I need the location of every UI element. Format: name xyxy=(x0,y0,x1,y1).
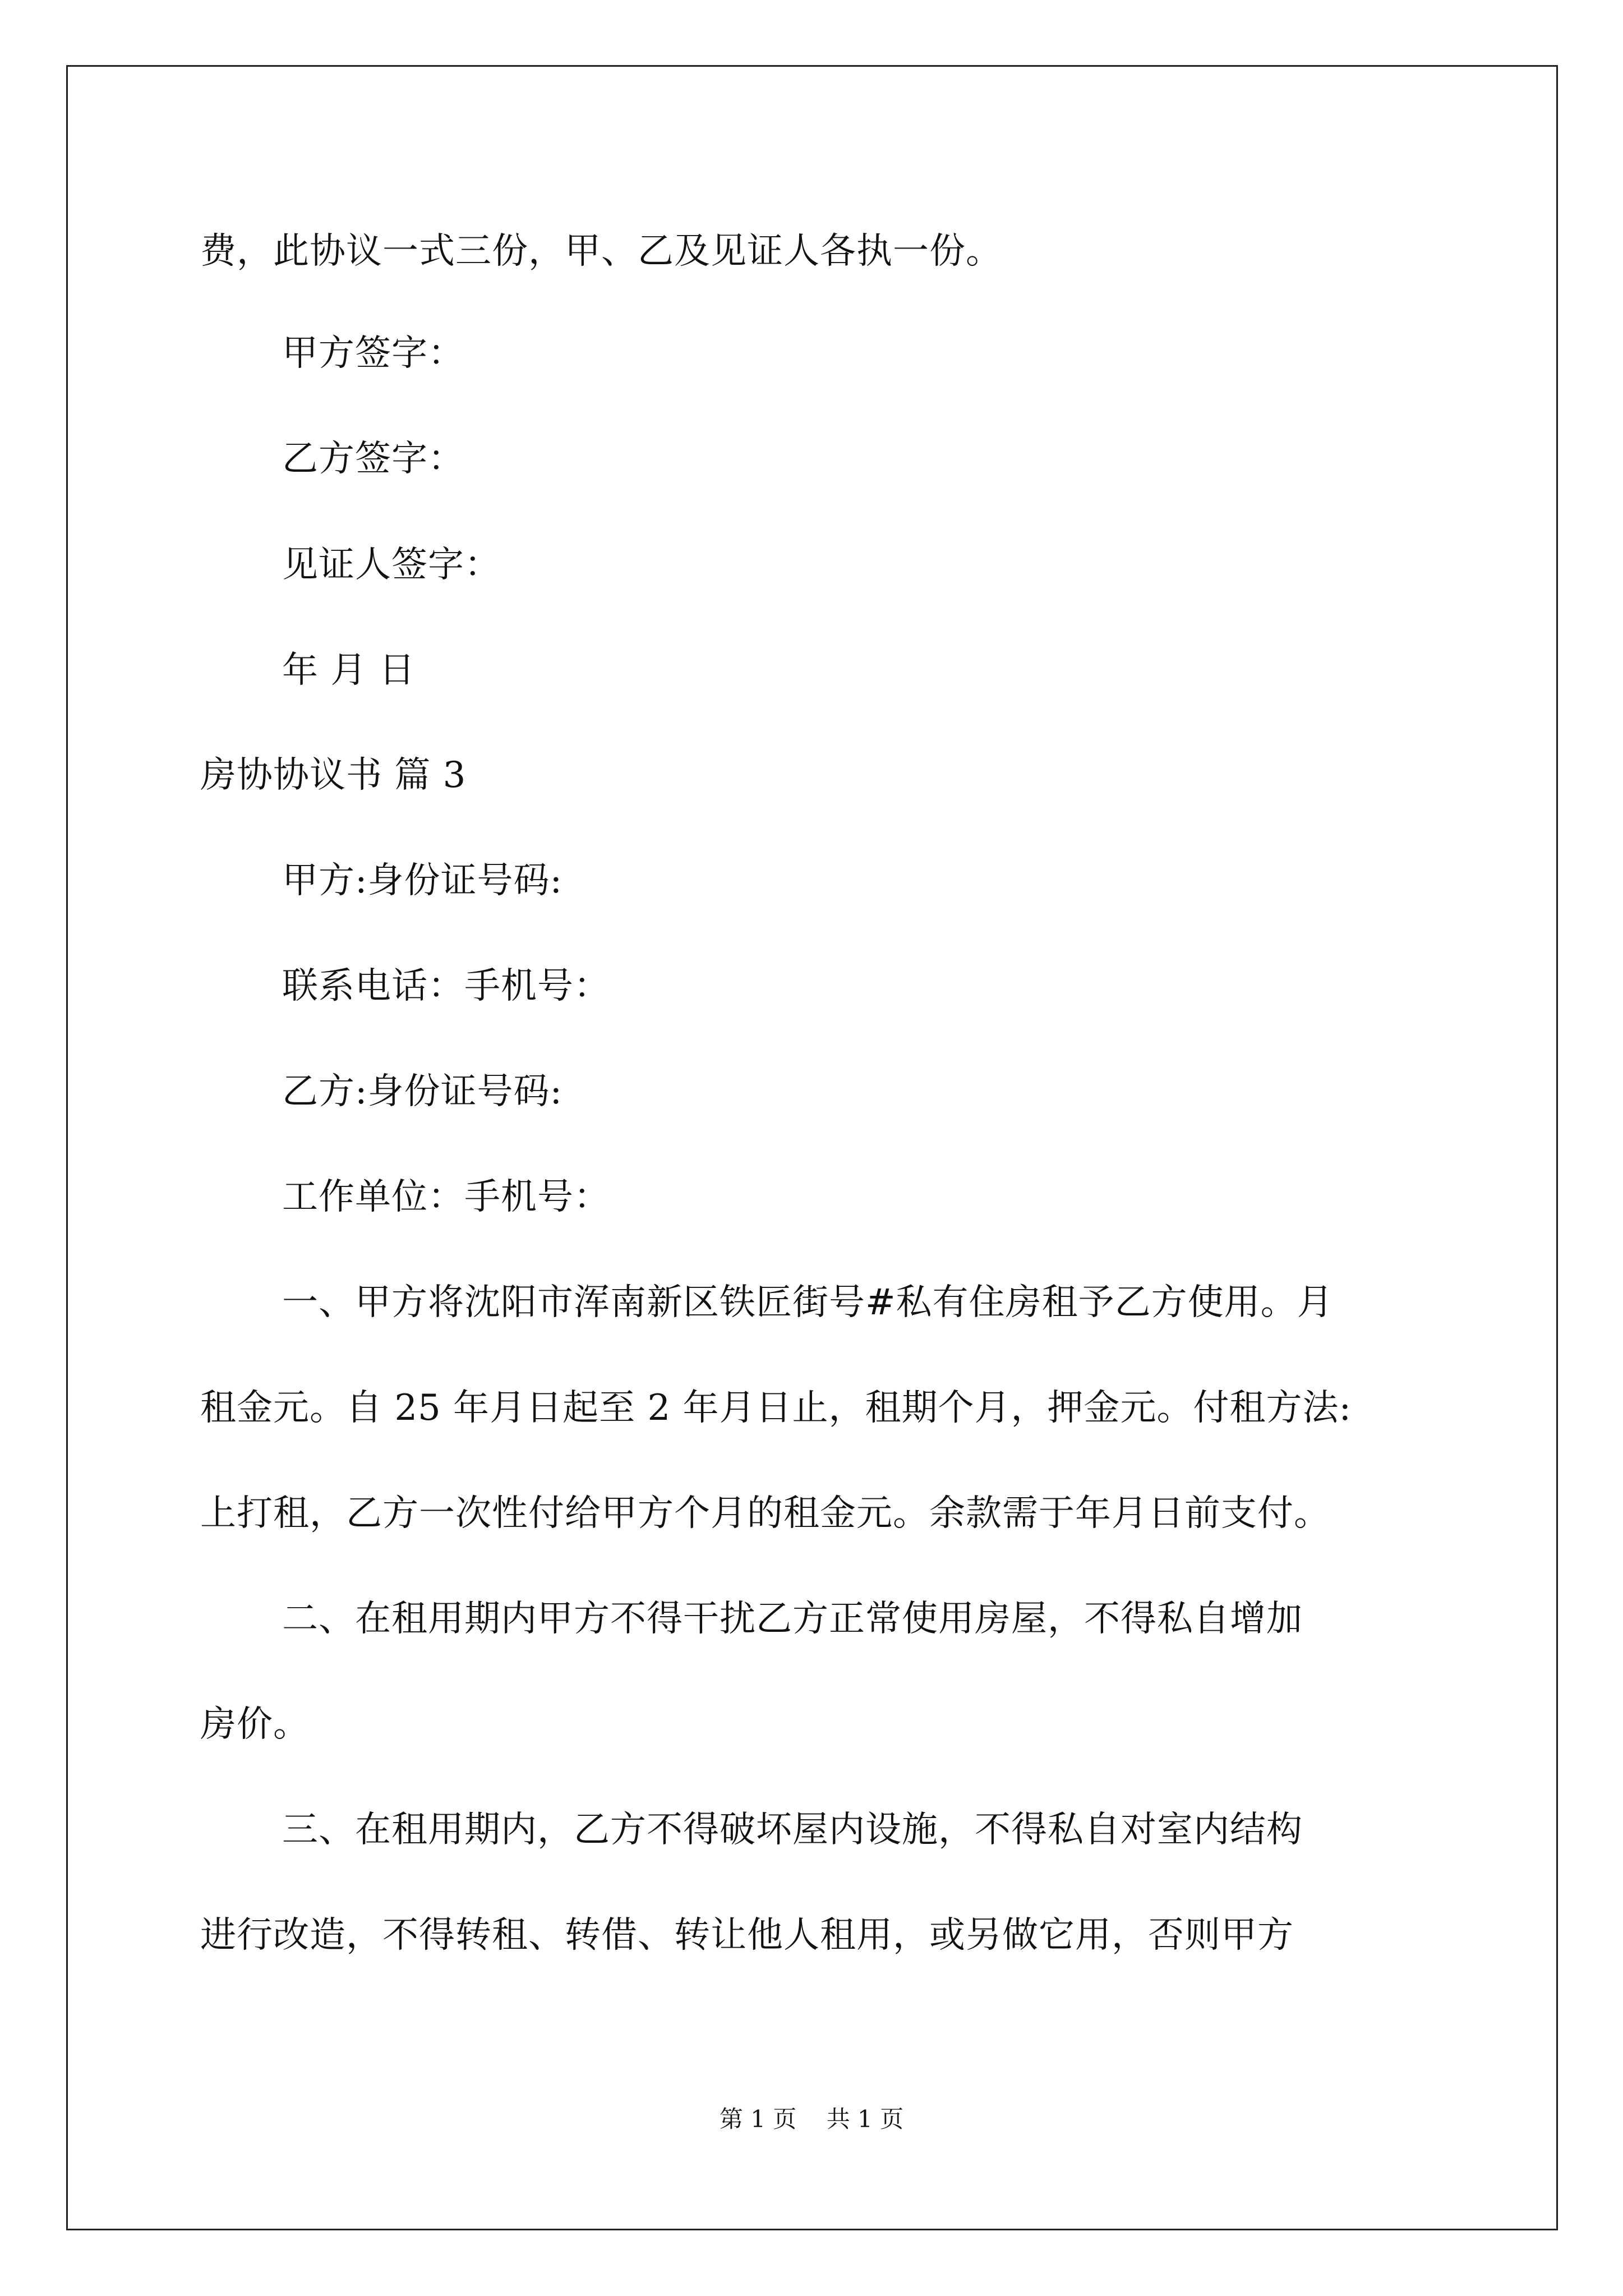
text-line-phone: 联系电话：手机号： xyxy=(282,965,610,1007)
text-line-1: 费，此协议一式三份，甲、乙及见证人各执一份。 xyxy=(200,231,1002,272)
text-line-party-a-signature: 甲方签字： xyxy=(282,333,464,374)
clause-1-line-3: 上打租，乙方一次性付给甲方个月的租金元。余款需于年月日前支付。 xyxy=(200,1493,1330,1534)
text-line-witness-signature: 见证人签字： xyxy=(282,544,501,586)
clause-3-line-2: 进行改造，不得转租、转借、转让他人租用，或另做它用，否则甲方 xyxy=(200,1915,1294,1956)
section-heading: 房协协议书 篇 3 xyxy=(200,754,467,796)
page-footer: 第 1 页 共 1 页 xyxy=(719,2105,904,2133)
clause-1-line-2: 租金元。自 25 年月日起至 2 年月日止，租期个月，押金元。付租方法: xyxy=(200,1387,1352,1429)
page-border xyxy=(66,65,1558,2230)
clause-3-line-1: 三、在租用期内，乙方不得破坏屋内设施，不得私自对室内结构 xyxy=(282,1809,1303,1851)
clause-1-line-1: 一、甲方将沈阳市浑南新区铁匠街号#私有住房租予乙方使用。月 xyxy=(282,1282,1334,1323)
text-line-date: 年 月 日 xyxy=(282,650,416,691)
clause-2-line-2: 房价。 xyxy=(200,1704,310,1745)
text-line-employer: 工作单位：手机号： xyxy=(282,1176,610,1218)
clause-2-line-1: 二、在租用期内甲方不得干扰乙方正常使用房屋，不得私自增加 xyxy=(282,1598,1303,1640)
text-line-party-b-signature: 乙方签字： xyxy=(282,438,464,480)
text-line-party-a-id: 甲方:身份证号码: xyxy=(282,860,563,901)
text-line-party-b-id: 乙方:身份证号码: xyxy=(282,1071,563,1112)
